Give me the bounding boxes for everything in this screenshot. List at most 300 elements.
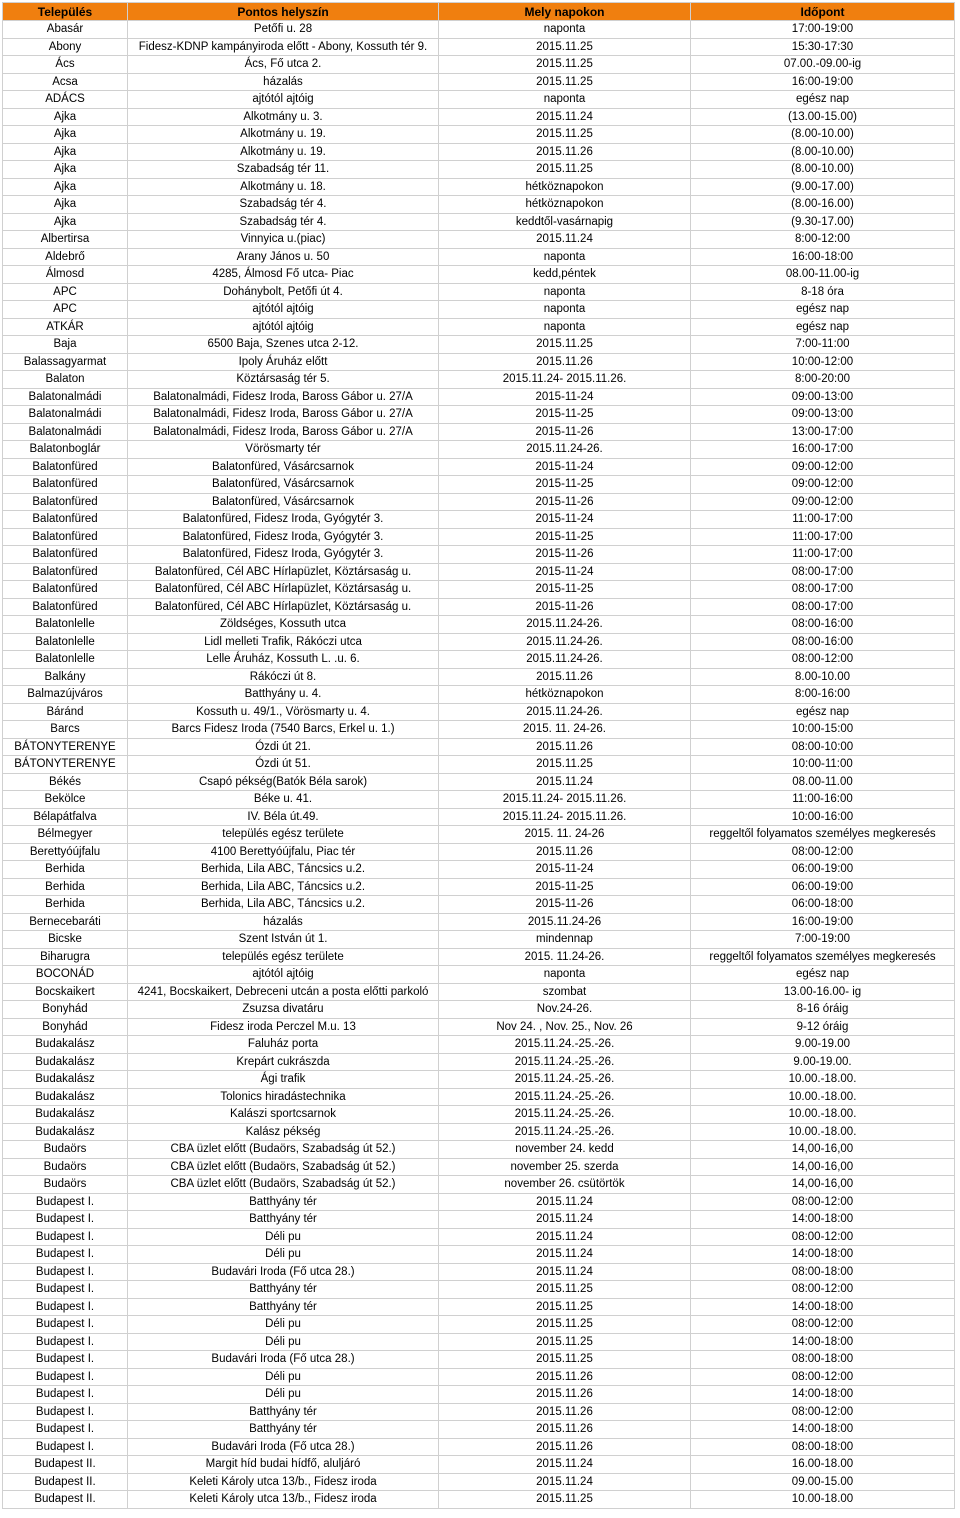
cell-napok[interactable]: 2015-11-25 [439, 476, 691, 494]
cell-napok[interactable]: 2015.11.24 [439, 108, 691, 126]
cell-helyszin[interactable]: Balatonalmádi, Fidesz Iroda, Baross Gábor u. 27/A [128, 423, 439, 441]
cell-helyszin[interactable]: Balatonfüred, Vásárcsarnok [128, 458, 439, 476]
cell-napok[interactable]: naponta [439, 248, 691, 266]
cell-napok[interactable]: 2015. 11. 24-26. [439, 721, 691, 739]
cell-telepules[interactable]: Abasár [3, 21, 128, 39]
cell-idopont[interactable]: 08:00-10:00 [691, 738, 955, 756]
cell-napok[interactable]: naponta [439, 318, 691, 336]
cell-helyszin[interactable]: Csapó pékség(Batók Béla sarok) [128, 773, 439, 791]
cell-helyszin[interactable]: Szabadság tér 11. [128, 161, 439, 179]
header-napok[interactable]: Mely napokon [439, 3, 691, 21]
cell-helyszin[interactable]: Ipoly Áruház előtt [128, 353, 439, 371]
cell-helyszin[interactable]: Lidl melleti Trafik, Rákóczi utca [128, 633, 439, 651]
cell-napok[interactable]: hétköznapokon [439, 178, 691, 196]
cell-telepules[interactable]: Baja [3, 336, 128, 354]
cell-helyszin[interactable]: ajtótól ajtóig [128, 91, 439, 109]
cell-telepules[interactable]: ADÁCS [3, 91, 128, 109]
cell-napok[interactable]: 2015.11.24 [439, 231, 691, 249]
cell-telepules[interactable]: Budaörs [3, 1158, 128, 1176]
cell-telepules[interactable]: Ajka [3, 143, 128, 161]
cell-helyszin[interactable]: CBA üzlet előtt (Budaörs, Szabadság út 52.) [128, 1158, 439, 1176]
cell-telepules[interactable]: Balatonboglár [3, 441, 128, 459]
cell-helyszin[interactable]: Rákóczi út 8. [128, 668, 439, 686]
cell-napok[interactable]: 2015.11.26 [439, 1421, 691, 1439]
cell-idopont[interactable]: 8-16 óráig [691, 1001, 955, 1019]
cell-helyszin[interactable]: Szabadság tér 4. [128, 213, 439, 231]
cell-idopont[interactable]: 8.00-10.00 [691, 668, 955, 686]
cell-idopont[interactable]: 8:00-12:00 [691, 231, 955, 249]
cell-telepules[interactable]: Balatonfüred [3, 493, 128, 511]
cell-telepules[interactable]: Ajka [3, 108, 128, 126]
cell-telepules[interactable]: Budakalász [3, 1106, 128, 1124]
cell-napok[interactable]: 2015-11-25 [439, 406, 691, 424]
cell-telepules[interactable]: Albertirsa [3, 231, 128, 249]
cell-idopont[interactable]: 08:00-18:00 [691, 1351, 955, 1369]
cell-helyszin[interactable]: Balatonfüred, Fidesz Iroda, Gyógytér 3. [128, 511, 439, 529]
cell-helyszin[interactable]: ajtótól ajtóig [128, 966, 439, 984]
cell-napok[interactable]: 2015-11-24 [439, 861, 691, 879]
cell-helyszin[interactable]: Balatonfüred, Vásárcsarnok [128, 476, 439, 494]
cell-idopont[interactable]: 10.00.-18.00. [691, 1088, 955, 1106]
cell-idopont[interactable]: 06:00-19:00 [691, 861, 955, 879]
cell-napok[interactable]: 2015.11.24 [439, 773, 691, 791]
cell-idopont[interactable]: 07.00.-09.00-ig [691, 56, 955, 74]
cell-napok[interactable]: 2015.11.26 [439, 668, 691, 686]
cell-napok[interactable]: 2015-11-24 [439, 511, 691, 529]
cell-telepules[interactable]: Ács [3, 56, 128, 74]
cell-helyszin[interactable]: Ózdi út 21. [128, 738, 439, 756]
cell-helyszin[interactable]: Dohánybolt, Petőfi út 4. [128, 283, 439, 301]
cell-helyszin[interactable]: Balatonalmádi, Fidesz Iroda, Baross Gábor u. 27/A [128, 406, 439, 424]
cell-telepules[interactable]: Budapest I. [3, 1403, 128, 1421]
cell-telepules[interactable]: BÁTONYTERENYE [3, 738, 128, 756]
cell-idopont[interactable]: 10:00-16:00 [691, 808, 955, 826]
cell-helyszin[interactable]: Budavári Iroda (Fő utca 28.) [128, 1351, 439, 1369]
cell-telepules[interactable]: Ajka [3, 161, 128, 179]
cell-idopont[interactable]: 9.00-19.00. [691, 1053, 955, 1071]
cell-napok[interactable]: 2015.11.24- 2015.11.26. [439, 808, 691, 826]
cell-idopont[interactable]: reggeltől folyamatos személyes megkeresés [691, 948, 955, 966]
cell-napok[interactable]: naponta [439, 283, 691, 301]
cell-napok[interactable]: 2015.11.24.-25.-26. [439, 1106, 691, 1124]
cell-telepules[interactable]: APC [3, 283, 128, 301]
cell-helyszin[interactable]: Balatonfüred, Fidesz Iroda, Gyógytér 3. [128, 528, 439, 546]
cell-napok[interactable]: Nov 24. , Nov. 25., Nov. 26 [439, 1018, 691, 1036]
cell-napok[interactable]: 2015.11.25 [439, 38, 691, 56]
cell-telepules[interactable]: Budaörs [3, 1141, 128, 1159]
cell-idopont[interactable]: 11:00-17:00 [691, 546, 955, 564]
cell-idopont[interactable]: 08:00-18:00 [691, 1438, 955, 1456]
cell-telepules[interactable]: Ajka [3, 196, 128, 214]
cell-telepules[interactable]: Balatonalmádi [3, 388, 128, 406]
cell-napok[interactable]: 2015.11.26 [439, 143, 691, 161]
cell-napok[interactable]: 2015.11.24 [439, 1228, 691, 1246]
cell-helyszin[interactable]: Déli pu [128, 1316, 439, 1334]
cell-napok[interactable]: 2015.11.24.-25.-26. [439, 1071, 691, 1089]
cell-napok[interactable]: 2015.11.24 [439, 1456, 691, 1474]
cell-helyszin[interactable]: Alkotmány u. 18. [128, 178, 439, 196]
cell-napok[interactable]: 2015.11.24.-25.-26. [439, 1123, 691, 1141]
cell-helyszin[interactable]: Vörösmarty tér [128, 441, 439, 459]
cell-napok[interactable]: 2015.11.25 [439, 1316, 691, 1334]
cell-helyszin[interactable]: 4285, Álmosd Fő utca- Piac [128, 266, 439, 284]
cell-helyszin[interactable]: Alkotmány u. 19. [128, 143, 439, 161]
cell-helyszin[interactable]: Szent István út 1. [128, 931, 439, 949]
cell-idopont[interactable]: 8:00-16:00 [691, 686, 955, 704]
cell-idopont[interactable]: 09:00-12:00 [691, 476, 955, 494]
cell-helyszin[interactable]: Ács, Fő utca 2. [128, 56, 439, 74]
cell-napok[interactable]: 2015.11.24-26. [439, 651, 691, 669]
cell-napok[interactable]: 2015.11.25 [439, 336, 691, 354]
cell-helyszin[interactable]: Tolonics hiradástechnika [128, 1088, 439, 1106]
cell-idopont[interactable]: 14:00-18:00 [691, 1298, 955, 1316]
cell-napok[interactable]: 2015-11-25 [439, 581, 691, 599]
cell-napok[interactable]: hétköznapokon [439, 196, 691, 214]
cell-helyszin[interactable]: IV. Béla út.49. [128, 808, 439, 826]
cell-idopont[interactable]: 11:00-16:00 [691, 791, 955, 809]
cell-idopont[interactable]: 10.00.-18.00. [691, 1106, 955, 1124]
cell-helyszin[interactable]: Balatonfüred, Cél ABC Hírlapüzlet, Köztársaság u. [128, 581, 439, 599]
cell-napok[interactable]: 2015.11.24 [439, 1211, 691, 1229]
cell-helyszin[interactable]: Zöldséges, Kossuth utca [128, 616, 439, 634]
cell-napok[interactable]: 2015-11-25 [439, 878, 691, 896]
cell-telepules[interactable]: Balassagyarmat [3, 353, 128, 371]
cell-telepules[interactable]: Budapest I. [3, 1438, 128, 1456]
cell-helyszin[interactable]: Batthyány tér [128, 1193, 439, 1211]
cell-telepules[interactable]: Bernecebaráti [3, 913, 128, 931]
cell-napok[interactable]: 2015-11-24 [439, 458, 691, 476]
cell-idopont[interactable]: 11:00-17:00 [691, 528, 955, 546]
cell-helyszin[interactable]: Déli pu [128, 1228, 439, 1246]
cell-telepules[interactable]: Balmazújváros [3, 686, 128, 704]
cell-helyszin[interactable]: Batthyány tér [128, 1281, 439, 1299]
cell-napok[interactable]: 2015-11-24 [439, 563, 691, 581]
cell-napok[interactable]: 2015. 11. 24-26 [439, 826, 691, 844]
cell-helyszin[interactable]: Balatonfüred, Cél ABC Hírlapüzlet, Köztársaság u. [128, 563, 439, 581]
cell-helyszin[interactable]: házalás [128, 913, 439, 931]
cell-telepules[interactable]: Berhida [3, 861, 128, 879]
cell-telepules[interactable]: Biharugra [3, 948, 128, 966]
cell-idopont[interactable]: 09:00-12:00 [691, 493, 955, 511]
cell-telepules[interactable]: Budapest I. [3, 1421, 128, 1439]
cell-helyszin[interactable]: Batthyány tér [128, 1403, 439, 1421]
cell-helyszin[interactable]: Vinnyica u.(piac) [128, 231, 439, 249]
cell-telepules[interactable]: Balatonfüred [3, 528, 128, 546]
cell-idopont[interactable]: (8.00-10.00) [691, 126, 955, 144]
cell-idopont[interactable]: 16:00-17:00 [691, 441, 955, 459]
cell-telepules[interactable]: Balatonfüred [3, 563, 128, 581]
cell-helyszin[interactable]: 4241, Bocskaikert, Debreceni utcán a posta előtti parkoló [128, 983, 439, 1001]
cell-idopont[interactable]: 17:00-19:00 [691, 21, 955, 39]
cell-napok[interactable]: 2015-11-26 [439, 546, 691, 564]
cell-helyszin[interactable]: Kossuth u. 49/1., Vörösmarty u. 4. [128, 703, 439, 721]
cell-napok[interactable]: 2015-11-24 [439, 388, 691, 406]
cell-idopont[interactable]: 08:00-16:00 [691, 633, 955, 651]
cell-telepules[interactable]: BÁTONYTERENYE [3, 756, 128, 774]
cell-helyszin[interactable]: Ózdi út 51. [128, 756, 439, 774]
cell-helyszin[interactable]: CBA üzlet előtt (Budaörs, Szabadság út 52.) [128, 1141, 439, 1159]
cell-telepules[interactable]: Budapest I. [3, 1298, 128, 1316]
cell-helyszin[interactable]: Fidesz iroda Perczel M.u. 13 [128, 1018, 439, 1036]
cell-napok[interactable]: 2015.11.25 [439, 1491, 691, 1509]
cell-helyszin[interactable]: település egész területe [128, 826, 439, 844]
cell-telepules[interactable]: Bocskaikert [3, 983, 128, 1001]
cell-telepules[interactable]: Aldebrő [3, 248, 128, 266]
cell-helyszin[interactable]: Alkotmány u. 3. [128, 108, 439, 126]
cell-napok[interactable]: 2015.11.26 [439, 1368, 691, 1386]
cell-napok[interactable]: 2015-11-26 [439, 423, 691, 441]
cell-helyszin[interactable]: Déli pu [128, 1386, 439, 1404]
cell-napok[interactable]: november 25. szerda [439, 1158, 691, 1176]
cell-napok[interactable]: 2015.11.26 [439, 843, 691, 861]
cell-napok[interactable]: 2015.11.25 [439, 1333, 691, 1351]
cell-idopont[interactable]: 09:00-13:00 [691, 406, 955, 424]
cell-napok[interactable]: 2015.11.25 [439, 1298, 691, 1316]
cell-helyszin[interactable]: Berhida, Lila ABC, Táncsics u.2. [128, 861, 439, 879]
cell-napok[interactable]: 2015.11.24- 2015.11.26. [439, 371, 691, 389]
cell-idopont[interactable]: 08:00-12:00 [691, 1316, 955, 1334]
cell-telepules[interactable]: Balatonlelle [3, 651, 128, 669]
cell-idopont[interactable]: 06:00-19:00 [691, 878, 955, 896]
cell-napok[interactable]: Nov.24-26. [439, 1001, 691, 1019]
cell-telepules[interactable]: Balatonfüred [3, 581, 128, 599]
cell-telepules[interactable]: Balatonfüred [3, 458, 128, 476]
cell-napok[interactable]: 2015.11.25 [439, 56, 691, 74]
cell-helyszin[interactable]: Déli pu [128, 1333, 439, 1351]
cell-helyszin[interactable]: Krepárt cukrászda [128, 1053, 439, 1071]
header-telepules[interactable]: Település [3, 3, 128, 21]
cell-helyszin[interactable]: Béke u. 41. [128, 791, 439, 809]
cell-telepules[interactable]: Balatonfüred [3, 511, 128, 529]
cell-napok[interactable]: 2015.11.24 [439, 1263, 691, 1281]
cell-idopont[interactable]: 8-18 óra [691, 283, 955, 301]
cell-idopont[interactable]: egész nap [691, 966, 955, 984]
cell-napok[interactable]: 2015.11.24-26. [439, 703, 691, 721]
cell-helyszin[interactable]: Batthyány tér [128, 1211, 439, 1229]
cell-telepules[interactable]: Budapest II. [3, 1473, 128, 1491]
cell-idopont[interactable]: 08:00-18:00 [691, 1263, 955, 1281]
cell-idopont[interactable]: 09:00-13:00 [691, 388, 955, 406]
cell-idopont[interactable]: 14:00-18:00 [691, 1386, 955, 1404]
cell-helyszin[interactable]: 4100 Berettyóújfalu, Piac tér [128, 843, 439, 861]
cell-telepules[interactable]: Budapest II. [3, 1491, 128, 1509]
cell-napok[interactable]: 2015.11.24.-25.-26. [439, 1036, 691, 1054]
cell-helyszin[interactable]: Déli pu [128, 1246, 439, 1264]
cell-idopont[interactable]: 08.00-11.00-ig [691, 266, 955, 284]
cell-telepules[interactable]: Bekölce [3, 791, 128, 809]
cell-napok[interactable]: 2015.11.26 [439, 1438, 691, 1456]
cell-helyszin[interactable]: Zsuzsa divatáru [128, 1001, 439, 1019]
cell-napok[interactable]: 2015.11.25 [439, 756, 691, 774]
cell-telepules[interactable]: Budapest I. [3, 1351, 128, 1369]
cell-idopont[interactable]: egész nap [691, 318, 955, 336]
cell-helyszin[interactable]: Fidesz-KDNP kampányiroda előtt - Abony, Kossuth tér 9. [128, 38, 439, 56]
cell-idopont[interactable]: 08:00-12:00 [691, 651, 955, 669]
cell-telepules[interactable]: Budapest I. [3, 1211, 128, 1229]
cell-napok[interactable]: 2015-11-26 [439, 493, 691, 511]
cell-idopont[interactable]: 08:00-17:00 [691, 563, 955, 581]
cell-helyszin[interactable]: Berhida, Lila ABC, Táncsics u.2. [128, 896, 439, 914]
cell-helyszin[interactable]: Déli pu [128, 1368, 439, 1386]
cell-napok[interactable]: 2015.11.24.-25.-26. [439, 1053, 691, 1071]
cell-helyszin[interactable]: Petőfi u. 28 [128, 21, 439, 39]
cell-helyszin[interactable]: Keleti Károly utca 13/b., Fidesz iroda [128, 1473, 439, 1491]
cell-idopont[interactable]: (8.00-16.00) [691, 196, 955, 214]
cell-napok[interactable]: 2015.11.26 [439, 1386, 691, 1404]
cell-idopont[interactable]: 14,00-16,00 [691, 1158, 955, 1176]
cell-idopont[interactable]: 9.00-19.00 [691, 1036, 955, 1054]
cell-helyszin[interactable]: Berhida, Lila ABC, Táncsics u.2. [128, 878, 439, 896]
cell-telepules[interactable]: Budapest I. [3, 1246, 128, 1264]
cell-telepules[interactable]: Budapest I. [3, 1228, 128, 1246]
cell-napok[interactable]: 2015.11.25 [439, 1351, 691, 1369]
cell-idopont[interactable]: 10.00-18.00 [691, 1491, 955, 1509]
cell-idopont[interactable]: 08:00-12:00 [691, 1193, 955, 1211]
cell-idopont[interactable]: 14:00-18:00 [691, 1246, 955, 1264]
cell-telepules[interactable]: Bélapátfalva [3, 808, 128, 826]
cell-idopont[interactable]: 16.00-18.00 [691, 1456, 955, 1474]
cell-idopont[interactable]: egész nap [691, 703, 955, 721]
cell-idopont[interactable]: 14,00-16,00 [691, 1176, 955, 1194]
cell-telepules[interactable]: Ajka [3, 126, 128, 144]
cell-helyszin[interactable]: Lelle Áruház, Kossuth L. .u. 6. [128, 651, 439, 669]
cell-napok[interactable]: 2015. 11.24-26. [439, 948, 691, 966]
cell-telepules[interactable]: Ajka [3, 213, 128, 231]
cell-telepules[interactable]: Balatonfüred [3, 546, 128, 564]
header-helyszin[interactable]: Pontos helyszín [128, 3, 439, 21]
cell-helyszin[interactable]: Balatonfüred, Fidesz Iroda, Gyógytér 3. [128, 546, 439, 564]
cell-helyszin[interactable]: Alkotmány u. 19. [128, 126, 439, 144]
cell-napok[interactable]: 2015.11.24.-25.-26. [439, 1088, 691, 1106]
cell-telepules[interactable]: ATKÁR [3, 318, 128, 336]
cell-idopont[interactable]: 16:00-19:00 [691, 913, 955, 931]
cell-helyszin[interactable]: Budavári Iroda (Fő utca 28.) [128, 1438, 439, 1456]
cell-napok[interactable]: 2015.11.24-26. [439, 616, 691, 634]
cell-telepules[interactable]: Budakalász [3, 1053, 128, 1071]
cell-telepules[interactable]: Abony [3, 38, 128, 56]
cell-idopont[interactable]: 16:00-19:00 [691, 73, 955, 91]
cell-helyszin[interactable]: Budavári Iroda (Fő utca 28.) [128, 1263, 439, 1281]
cell-idopont[interactable]: 08:00-16:00 [691, 616, 955, 634]
cell-idopont[interactable]: 09.00-15.00 [691, 1473, 955, 1491]
cell-telepules[interactable]: Acsa [3, 73, 128, 91]
cell-idopont[interactable]: 08:00-12:00 [691, 1228, 955, 1246]
cell-telepules[interactable]: Budapest I. [3, 1281, 128, 1299]
cell-idopont[interactable]: 08:00-12:00 [691, 1281, 955, 1299]
cell-telepules[interactable]: Budakalász [3, 1088, 128, 1106]
cell-napok[interactable]: november 24. kedd [439, 1141, 691, 1159]
cell-napok[interactable]: mindennap [439, 931, 691, 949]
cell-telepules[interactable]: Balatonlelle [3, 633, 128, 651]
cell-idopont[interactable]: 08:00-17:00 [691, 581, 955, 599]
cell-telepules[interactable]: Budapest I. [3, 1193, 128, 1211]
cell-telepules[interactable]: Ajka [3, 178, 128, 196]
cell-idopont[interactable]: 06:00-18:00 [691, 896, 955, 914]
cell-telepules[interactable]: Bonyhád [3, 1018, 128, 1036]
cell-telepules[interactable]: Budakalász [3, 1036, 128, 1054]
cell-helyszin[interactable]: Batthyány tér [128, 1421, 439, 1439]
cell-idopont[interactable]: 15:30-17:30 [691, 38, 955, 56]
cell-telepules[interactable]: Berettyóújfalu [3, 843, 128, 861]
cell-idopont[interactable]: 13:00-17:00 [691, 423, 955, 441]
cell-helyszin[interactable]: Kalászi sportcsarnok [128, 1106, 439, 1124]
cell-telepules[interactable]: Balkány [3, 668, 128, 686]
cell-helyszin[interactable]: Margit híd budai hídfő, aluljáró [128, 1456, 439, 1474]
cell-telepules[interactable]: Bélmegyer [3, 826, 128, 844]
cell-idopont[interactable]: 08.00-11.00 [691, 773, 955, 791]
cell-idopont[interactable]: 08:00-12:00 [691, 1403, 955, 1421]
cell-idopont[interactable]: 10.00.-18.00. [691, 1071, 955, 1089]
cell-idopont[interactable]: 11:00-17:00 [691, 511, 955, 529]
cell-helyszin[interactable]: Batthyány tér [128, 1298, 439, 1316]
cell-telepules[interactable]: APC [3, 301, 128, 319]
cell-helyszin[interactable]: Balatonfüred, Vásárcsarnok [128, 493, 439, 511]
cell-idopont[interactable]: 10:00-11:00 [691, 756, 955, 774]
cell-napok[interactable]: 2015.11.26 [439, 1403, 691, 1421]
cell-helyszin[interactable]: Barcs Fidesz Iroda (7540 Barcs, Erkel u. 1.) [128, 721, 439, 739]
cell-idopont[interactable]: egész nap [691, 301, 955, 319]
cell-telepules[interactable]: Budapest I. [3, 1333, 128, 1351]
cell-telepules[interactable]: Budaörs [3, 1176, 128, 1194]
cell-napok[interactable]: naponta [439, 301, 691, 319]
header-idopont[interactable]: Időpont [691, 3, 955, 21]
cell-telepules[interactable]: Barcs [3, 721, 128, 739]
cell-napok[interactable]: 2015.11.24 [439, 1193, 691, 1211]
cell-telepules[interactable]: Balatonfüred [3, 598, 128, 616]
cell-helyszin[interactable]: ajtótól ajtóig [128, 301, 439, 319]
cell-napok[interactable]: keddtől-vasárnapig [439, 213, 691, 231]
cell-helyszin[interactable]: CBA üzlet előtt (Budaörs, Szabadság út 52.) [128, 1176, 439, 1194]
cell-helyszin[interactable]: Keleti Károly utca 13/b., Fidesz iroda [128, 1491, 439, 1509]
cell-idopont[interactable]: 08:00-12:00 [691, 1368, 955, 1386]
cell-idopont[interactable]: 14,00-16,00 [691, 1141, 955, 1159]
cell-napok[interactable]: 2015.11.25 [439, 73, 691, 91]
cell-idopont[interactable]: (13.00-15.00) [691, 108, 955, 126]
cell-telepules[interactable]: Békés [3, 773, 128, 791]
cell-helyszin[interactable]: Köztársaság tér 5. [128, 371, 439, 389]
cell-napok[interactable]: 2015.11.24 [439, 1473, 691, 1491]
cell-idopont[interactable]: 10:00-15:00 [691, 721, 955, 739]
cell-helyszin[interactable]: Balatonfüred, Cél ABC Hírlapüzlet, Köztársaság u. [128, 598, 439, 616]
cell-napok[interactable]: naponta [439, 21, 691, 39]
cell-napok[interactable]: naponta [439, 966, 691, 984]
cell-idopont[interactable]: 10.00.-18.00. [691, 1123, 955, 1141]
cell-napok[interactable]: 2015.11.24-26. [439, 633, 691, 651]
cell-telepules[interactable]: Budapest II. [3, 1456, 128, 1474]
cell-idopont[interactable]: 7:00-11:00 [691, 336, 955, 354]
cell-telepules[interactable]: Budapest I. [3, 1316, 128, 1334]
cell-helyszin[interactable]: Ági trafik [128, 1071, 439, 1089]
cell-napok[interactable]: hétköznapokon [439, 686, 691, 704]
cell-telepules[interactable]: Bonyhád [3, 1001, 128, 1019]
cell-helyszin[interactable]: település egész területe [128, 948, 439, 966]
cell-telepules[interactable]: Balatonfüred [3, 476, 128, 494]
cell-helyszin[interactable]: Batthyány u. 4. [128, 686, 439, 704]
cell-helyszin[interactable]: Faluház porta [128, 1036, 439, 1054]
cell-napok[interactable]: 2015.11.24-26 [439, 913, 691, 931]
cell-telepules[interactable]: Balatonlelle [3, 616, 128, 634]
cell-idopont[interactable]: 08:00-17:00 [691, 598, 955, 616]
cell-napok[interactable]: szombat [439, 983, 691, 1001]
cell-napok[interactable]: naponta [439, 91, 691, 109]
cell-telepules[interactable]: Budakalász [3, 1123, 128, 1141]
cell-napok[interactable]: 2015.11.24 [439, 1246, 691, 1264]
cell-telepules[interactable]: Berhida [3, 878, 128, 896]
cell-telepules[interactable]: Balatonalmádi [3, 423, 128, 441]
cell-telepules[interactable]: Álmosd [3, 266, 128, 284]
cell-napok[interactable]: 2015.11.24-26. [439, 441, 691, 459]
cell-helyszin[interactable]: 6500 Baja, Szenes utca 2-12. [128, 336, 439, 354]
